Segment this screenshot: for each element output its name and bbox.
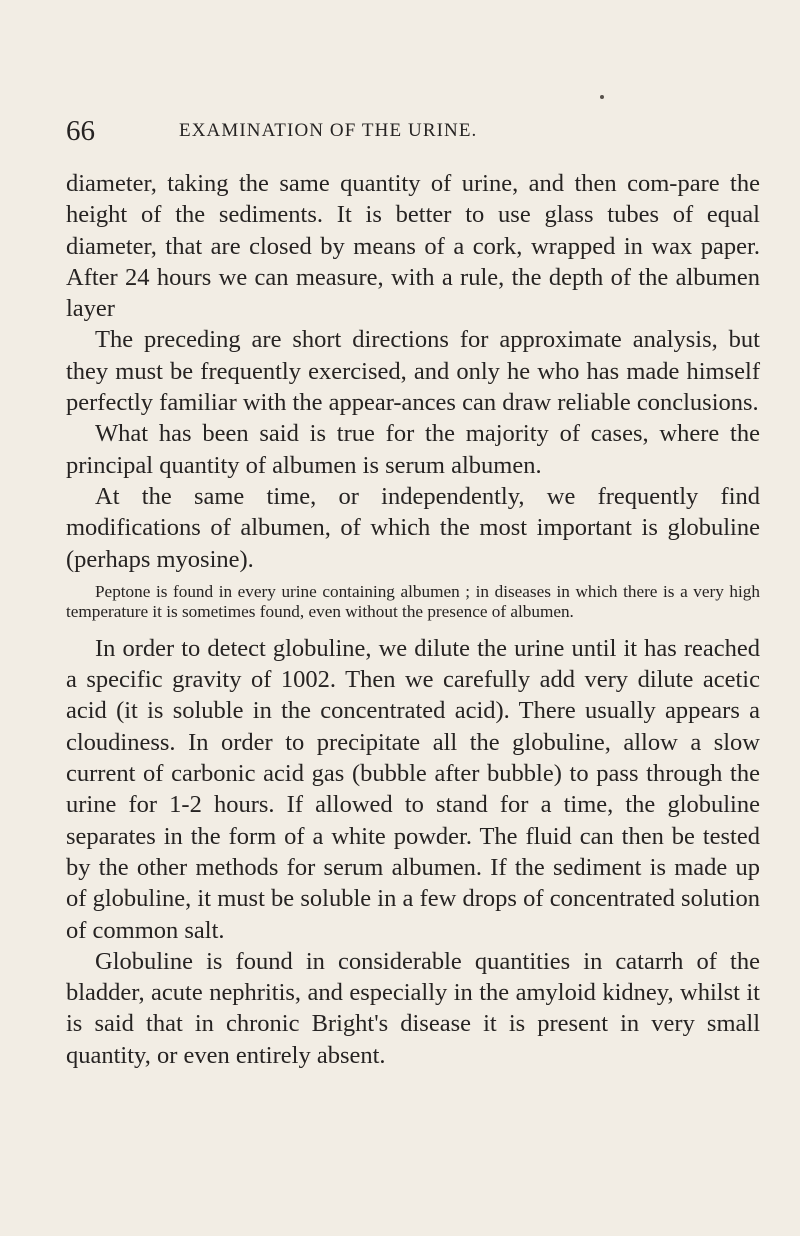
paragraph-6: Globuline is found in considerable quantities in catarrh of the bladder, acute nephritis, and especially in the amyloid kidney, whilst it is said that in chronic Bright's disease it is present in very small quantity, or even entirely absent. — [66, 947, 760, 1069]
paragraph-2: The preceding are short directions for approximate analysis, but they must be frequently exercised, and only he who has made himself perfectly familiar with the appear-ances can draw reliable conclusions. — [66, 326, 760, 417]
running-head: EXAMINATION OF THE URINE. — [179, 120, 478, 141]
page-header — [66, 113, 760, 149]
paragraph-1: diameter, taking the same quantity of urine, and then com-pare the height of the sediments. It is better to use glass tubes of equal diameter, that are closed by means of a cork, wrapped in wax paper. After 24 hours we can measure, with a rule, the depth of the albumen layer — [66, 170, 760, 323]
paragraph-4: At the same time, or independently, we frequently find modifications of albumen, of which the most important is globuline (perhaps myosine). — [66, 482, 760, 573]
body-text — [66, 168, 760, 1071]
paragraph-5: In order to detect globuline, we dilute the urine until it has reached a specific gravity of 1002. Then we carefully add very dilute acetic acid (it is soluble in the concentrated acid). There usually appears a cloudiness. In order to precipitate all the globuline, allow a slow current of carbonic acid gas (bubble after bubble) to pass through the urine for 1-2 hours. If allowed to stand for a time, the globuline separates in the form of a white powder. The fluid can then be tested by the other methods for serum albumen. If the sediment is made up of globuline, it must be soluble in a few drops of concentrated solution of common salt. — [66, 634, 760, 944]
small-print-note: Peptone is found in every urine containing albumen ; in diseases in which there is a very high temperature it is sometimes found, even without the presence of albumen. — [66, 581, 760, 622]
paragraph-3: What has been said is true for the majority of cases, where the principal quantity of albumen is serum albumen. — [66, 420, 760, 479]
printing-mark — [600, 95, 604, 99]
page-number: 66 — [66, 115, 95, 147]
